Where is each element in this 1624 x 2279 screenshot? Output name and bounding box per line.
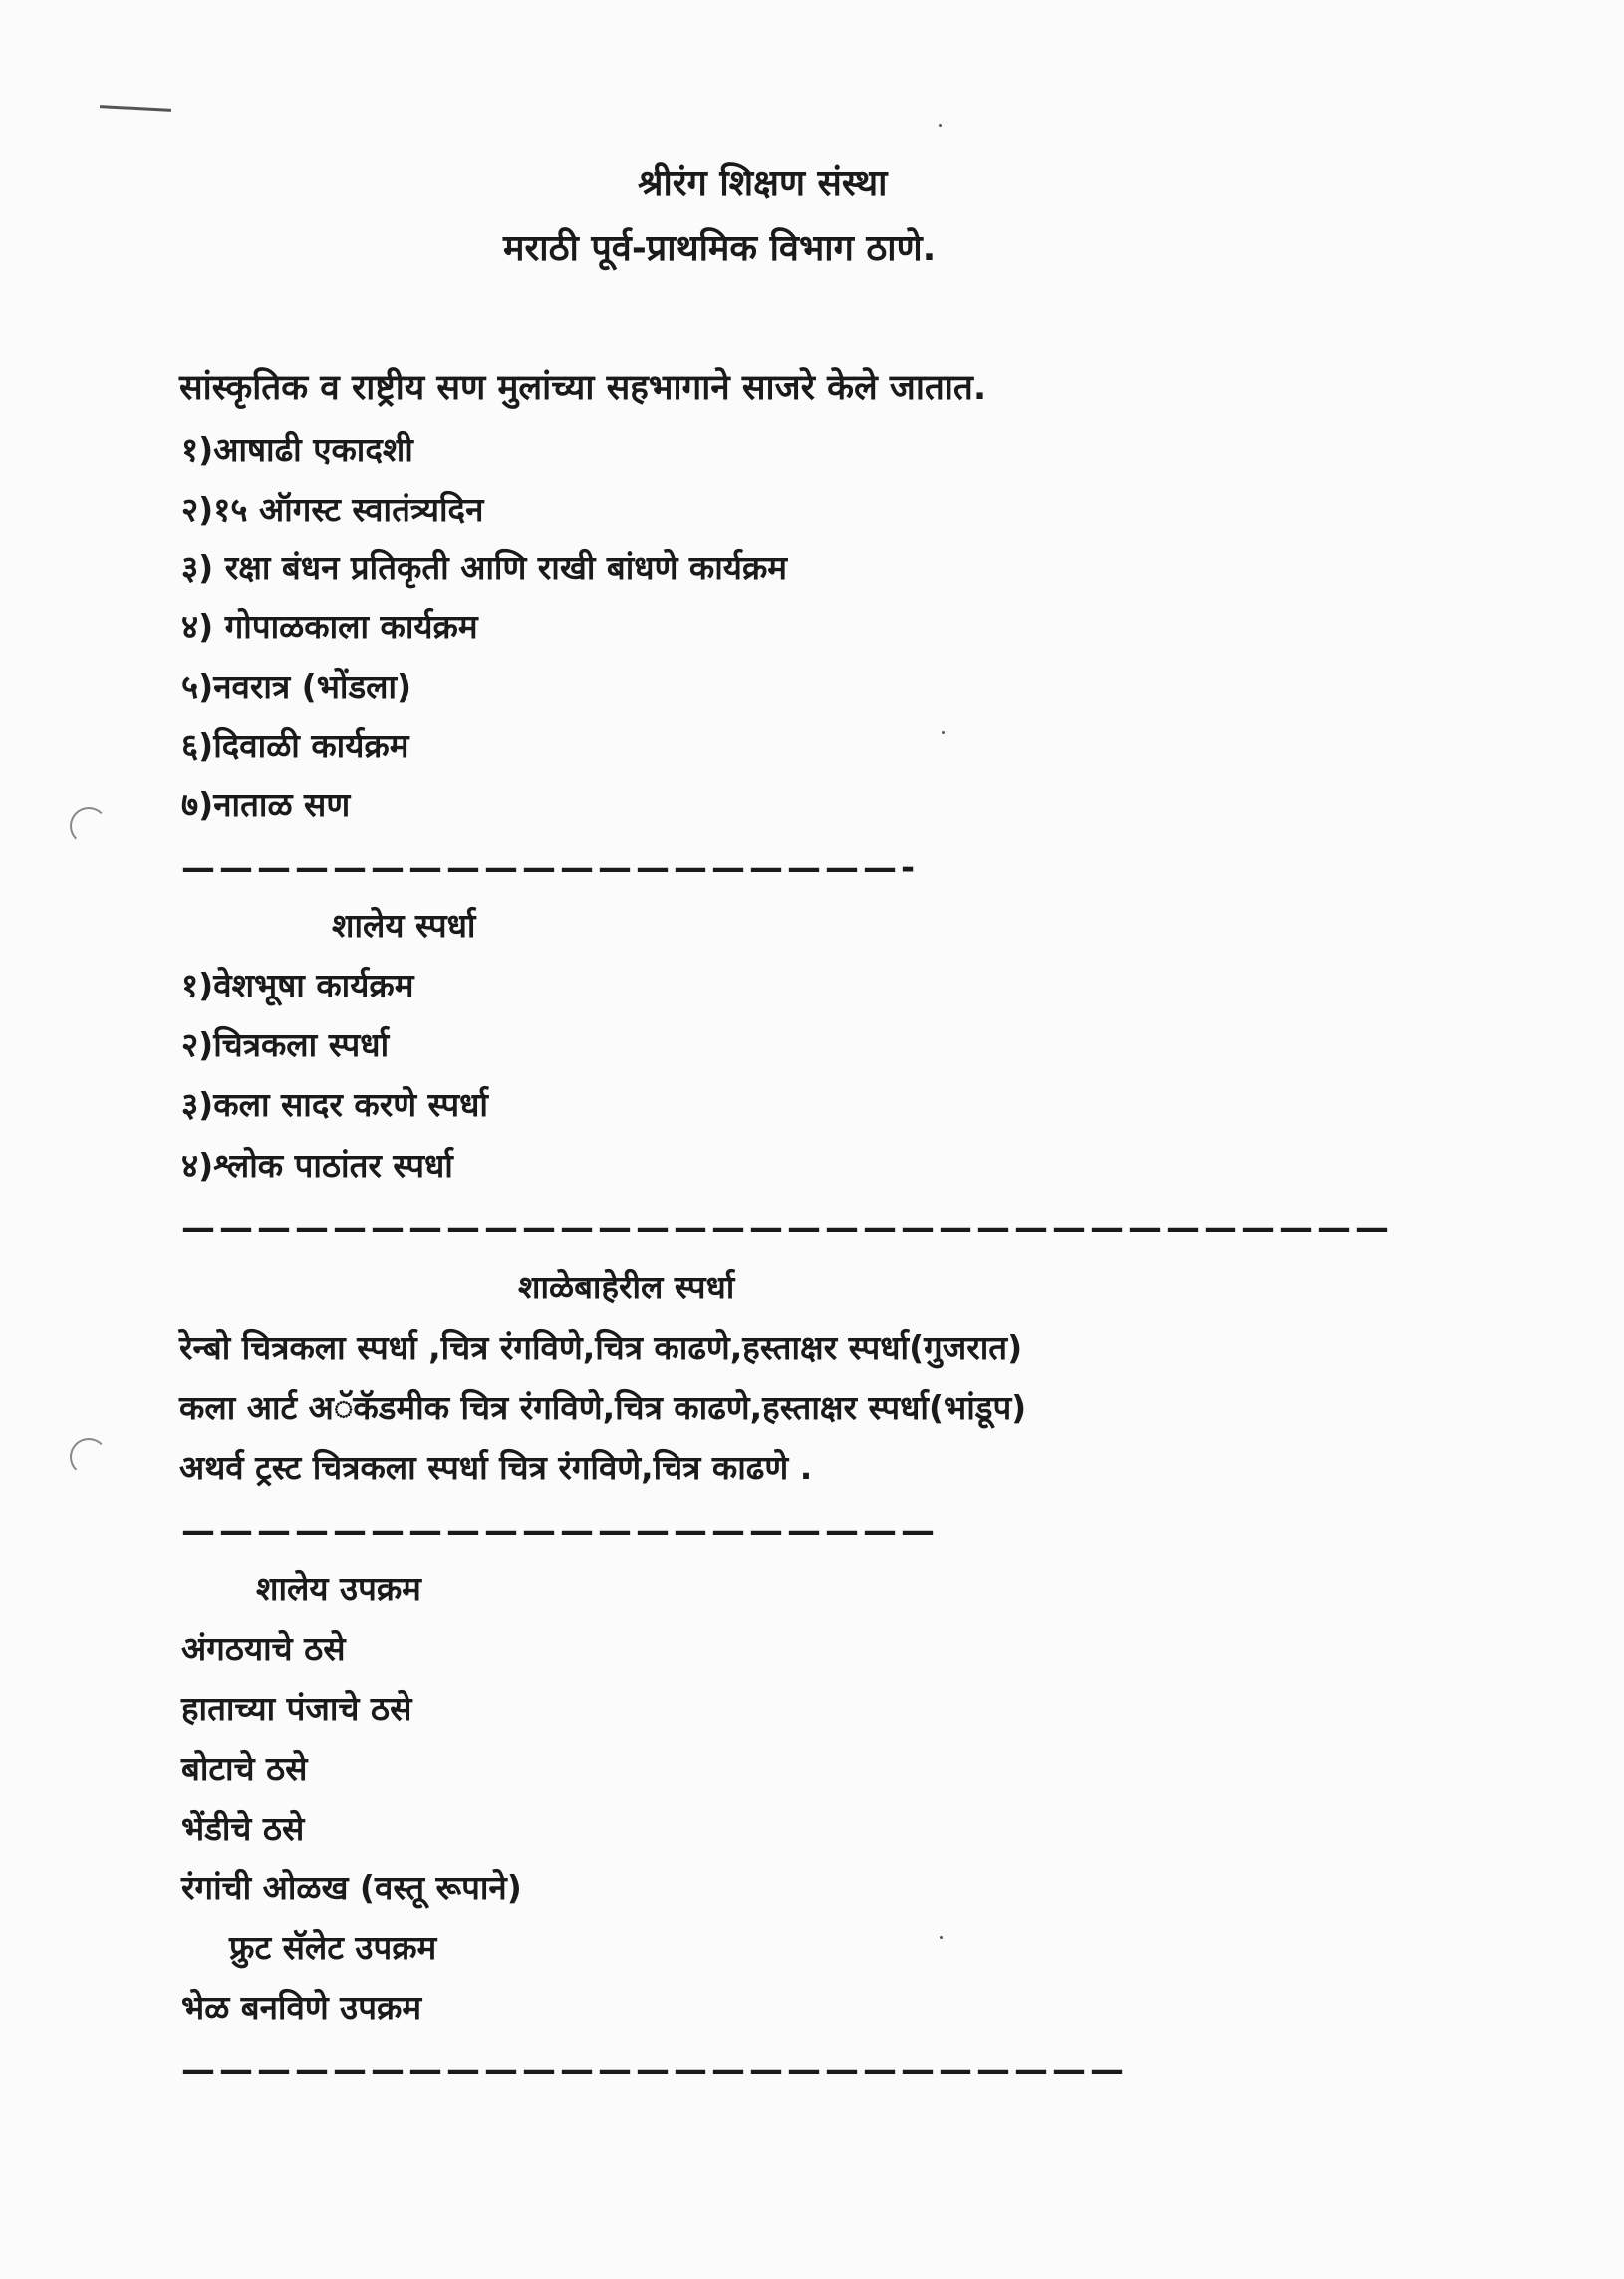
- separator-line: ————————————————————————————————: [181, 1208, 1393, 1248]
- outside-competition-item: कला आर्ट अॅकॅडमीक चित्र रंगविणे,चित्र काढणे,हस्ताक्षर स्पर्धा(भांडूप): [179, 1388, 1027, 1427]
- separator-line: ———————————————————-: [181, 848, 920, 888]
- outside-competition-item: अथर्व ट्रस्ट चित्रकला स्पर्धा चित्र रंगविणे,चित्र काढणे .: [179, 1448, 813, 1487]
- activity-item: अंगठयाचे ठसे: [181, 1629, 346, 1668]
- activity-item: भेंडीचे ठसे: [181, 1809, 305, 1848]
- institution-title: श्रीरंग शिक्षण संस्था: [638, 163, 888, 204]
- competition-item: ४)श्लोक पाठांतर स्पर्धा: [181, 1146, 453, 1185]
- outside-competition-item: रेन्बो चित्रकला स्पर्धा ,चित्र रंगविणे,चित्र काढणे,हस्ताक्षर स्पर्धा(गुजरात): [179, 1328, 1023, 1367]
- festival-item: २)१५ ऑगस्ट स्वातंत्र्यदिन: [181, 490, 484, 529]
- separator-line: ————————————————————: [181, 1511, 939, 1551]
- festival-item: ३) रक्षा बंधन प्रतिकृती आणि राखी बांधणे कार्यक्रम: [181, 548, 788, 587]
- competition-item: ३)कला सादर करणे स्पर्धा: [181, 1085, 488, 1124]
- punch-hole-mark: [70, 807, 108, 845]
- competition-item: १)वेशभूषा कार्यक्रम: [181, 966, 414, 1004]
- outside-competitions-heading: शाळेबाहेरील स्पर्धा: [518, 1268, 735, 1306]
- speck: [942, 731, 945, 734]
- competition-item: २)चित्रकला स्पर्धा: [181, 1025, 390, 1064]
- activity-item: भेळ बनविणे उपक्रम: [181, 1988, 422, 2027]
- activity-item: बोटाचे ठसे: [181, 1749, 308, 1788]
- activity-item: फ्रुट सॅलेट उपक्रम: [229, 1928, 437, 1967]
- speck: [939, 124, 942, 127]
- activity-item: हाताच्या पंजाचे ठसे: [181, 1689, 412, 1728]
- pen-mark: [100, 105, 171, 112]
- separator-line: —————————————————————————: [181, 2050, 1128, 2090]
- festival-item: ७)नाताळ सण: [181, 785, 351, 824]
- school-activities-heading: शालेय उपक्रम: [256, 1569, 421, 1608]
- punch-hole-mark: [70, 1438, 108, 1476]
- festival-item: ४) गोपाळकाला कार्यक्रम: [181, 607, 478, 646]
- activity-item: रंगांची ओळख (वस्तू रूपाने): [181, 1868, 522, 1907]
- speck: [940, 1936, 943, 1939]
- department-title: मराठी पूर्व-प्राथमिक विभाग ठाणे.: [503, 228, 937, 269]
- school-competitions-heading: शालेय स्पर्धा: [332, 906, 476, 945]
- festival-item: १)आषाढी एकादशी: [181, 430, 413, 469]
- festival-item: ५)नवरात्र (भोंडला): [181, 667, 412, 706]
- festival-item: ६)दिवाळी कार्यक्रम: [181, 726, 409, 765]
- festivals-intro: सांस्कृतिक व राष्ट्रीय सण मुलांच्या सहभागाने साजरे केले जातात.: [179, 368, 987, 408]
